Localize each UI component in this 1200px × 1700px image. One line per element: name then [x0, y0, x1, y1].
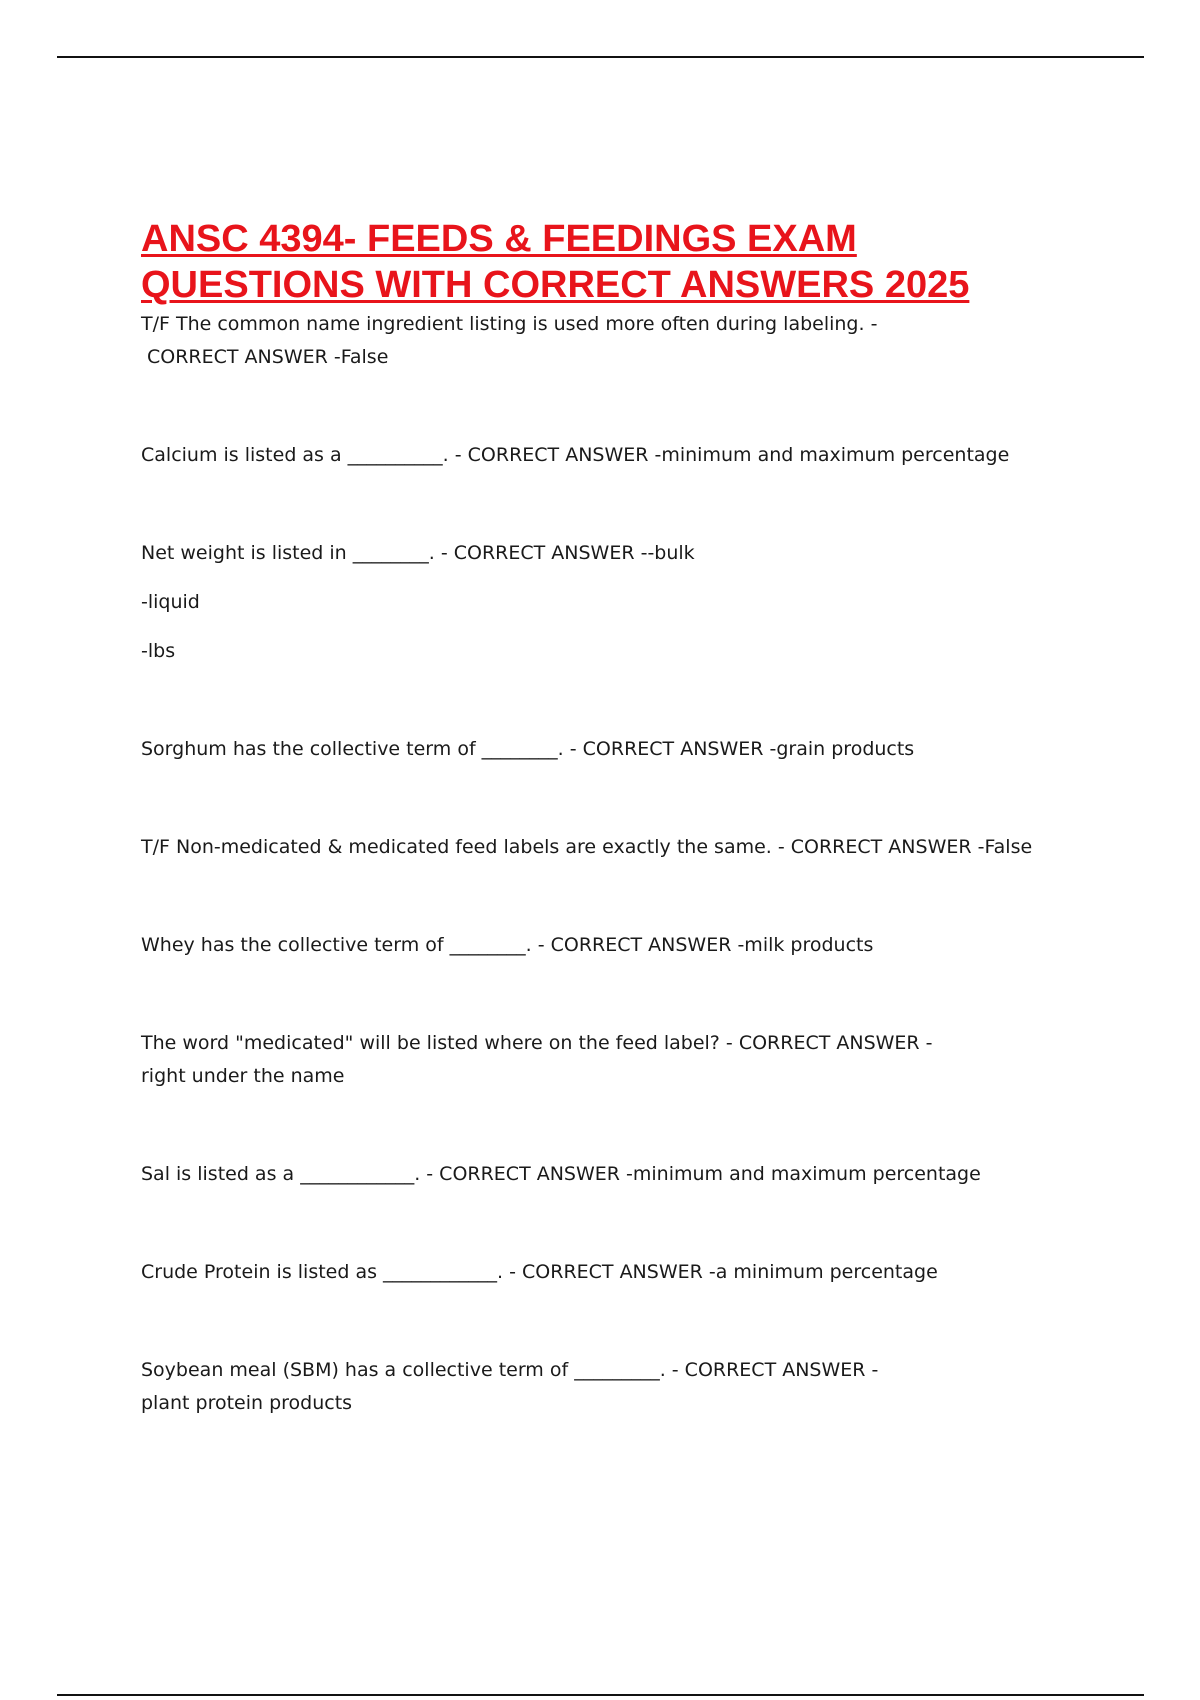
question-text: Sal is listed as a ____________. - CORRECT ANSWER -minimum and maximum percentage — [141, 1163, 981, 1185]
qa-item-3 — [141, 537, 1061, 570]
qa-item-5 — [141, 831, 1061, 864]
question-text: Sorghum has the collective term of ________. - CORRECT ANSWER -grain products — [141, 738, 915, 760]
qa-item-4 — [141, 733, 1061, 766]
title-line-1: ANSC 4394- FEEDS & FEEDINGS EXAM — [141, 218, 857, 260]
question-text: Crude Protein is listed as ____________. - CORRECT ANSWER -a minimum percentage — [141, 1261, 938, 1283]
question-text: Calcium is listed as a __________. - CORRECT ANSWER -minimum and maximum percentage — [141, 444, 1010, 466]
question-text: Net weight is listed in ________. - CORRECT ANSWER --bulk — [141, 542, 695, 564]
answer-text: right under the name — [141, 1065, 345, 1087]
question-text: T/F Non-medicated & medicated feed labels are exactly the same. - CORRECT ANSWER -False — [141, 836, 1033, 858]
qa-item-1 — [141, 308, 1061, 374]
question-text: The word "medicated" will be listed where on the feed label? - CORRECT ANSWER - — [141, 1032, 933, 1054]
question-text: Soybean meal (SBM) has a collective term of _________. - CORRECT ANSWER - — [141, 1359, 879, 1381]
answer-extra-line: -lbs — [141, 640, 176, 662]
bottom-rule — [57, 1694, 1144, 1696]
qa-item-7 — [141, 1027, 1061, 1093]
top-rule — [57, 56, 1144, 58]
qa-item-9 — [141, 1256, 1061, 1289]
title-line-2: QUESTIONS WITH CORRECT ANSWERS 2025 — [141, 264, 970, 306]
question-text: T/F The common name ingredient listing is used more often during labeling. - — [141, 313, 878, 335]
answer-text: CORRECT ANSWER -False — [147, 346, 389, 368]
qa-item-6 — [141, 929, 1061, 962]
document-body — [141, 216, 1061, 1420]
question-text: Whey has the collective term of ________. - CORRECT ANSWER -milk products — [141, 934, 874, 956]
answer-extra-line: -liquid — [141, 591, 200, 613]
qa-item-10 — [141, 1354, 1061, 1420]
qa-item-8 — [141, 1158, 1061, 1191]
document-title — [141, 216, 1061, 308]
qa-item-2 — [141, 439, 1061, 472]
answer-text: plant protein products — [141, 1392, 353, 1414]
